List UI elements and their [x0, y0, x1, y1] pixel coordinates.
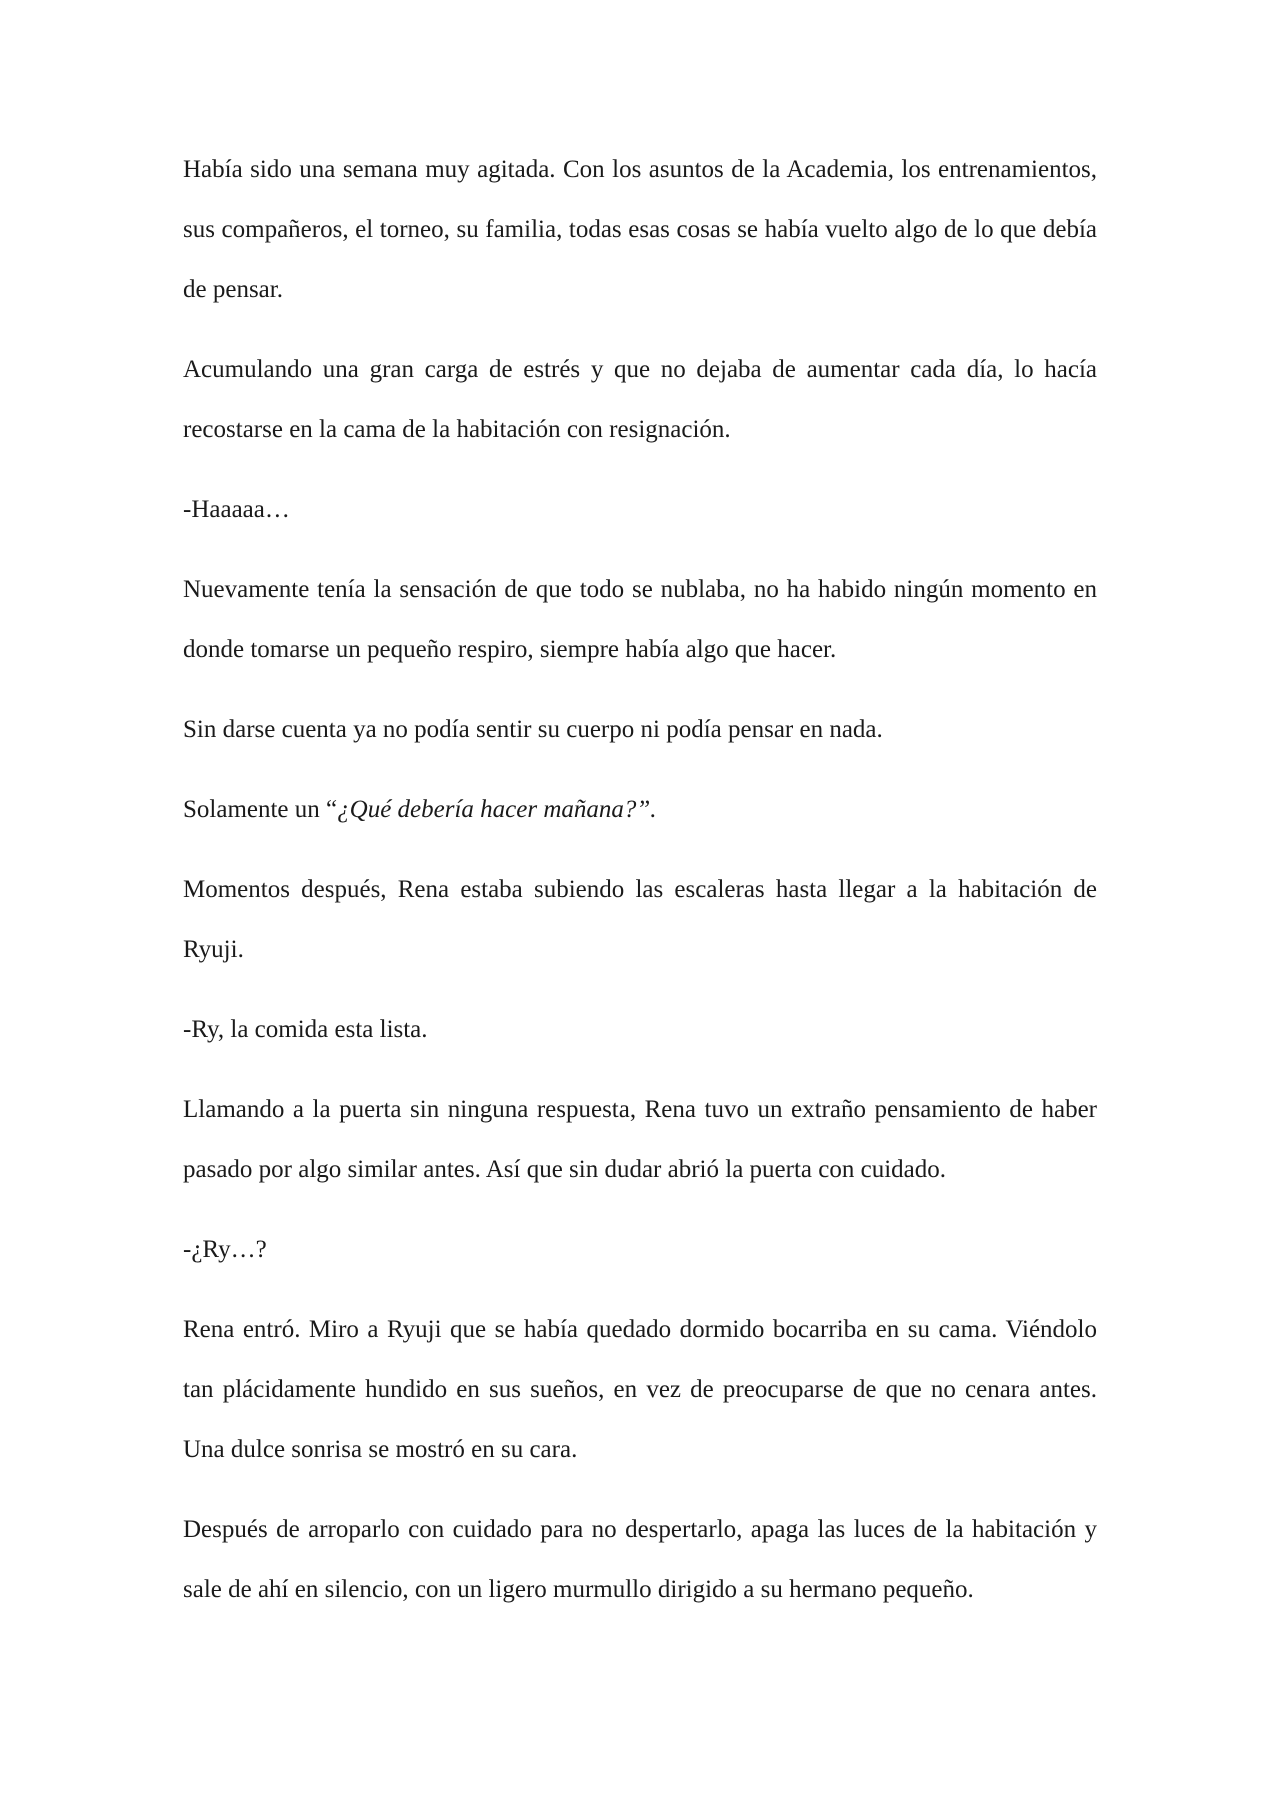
paragraph-11: Rena entró. Miro a Ryuji que se había quedado dormido bocarriba en su cama. Viéndolo tan plácidamente hundido en sus sueños, en vez de preocuparse de que no cenara antes. Una dulce sonrisa se mostró en su cara. [183, 1316, 1097, 1463]
paragraph-6-italic: ¿Qué debería hacer mañana?”. [337, 796, 657, 823]
body-text [183, 140, 1097, 1640]
paragraph-6-prefix: Solamente un “ [183, 796, 338, 823]
paragraph-2: Acumulando una gran carga de estrés y que no dejaba de aumentar cada día, lo hacía recostarse en la cama de la habitación con resignación. [183, 356, 1097, 443]
paragraph-8-dialogue: -Ry, la comida esta lista. [183, 1016, 428, 1043]
paragraph-3-dialogue: -Haaaaa… [183, 496, 290, 523]
paragraph-9: Llamando a la puerta sin ninguna respuesta, Rena tuvo un extraño pensamiento de haber pasado por algo similar antes. Así que sin dudar abrió la puerta con cuidado. [183, 1096, 1097, 1183]
paragraph-10-dialogue: -¿Ry…? [183, 1236, 267, 1263]
paragraph-12: Después de arroparlo con cuidado para no despertarlo, apaga las luces de la habitación y sale de ahí en silencio, con un ligero murmullo dirigido a su hermano pequeño. [183, 1516, 1097, 1603]
paragraph-6-thought [183, 780, 1097, 840]
paragraph-5: Sin darse cuenta ya no podía sentir su cuerpo ni podía pensar en nada. [183, 716, 883, 743]
paragraph-7: Momentos después, Rena estaba subiendo las escaleras hasta llegar a la habitación de Ryuji. [183, 876, 1097, 963]
paragraph-4: Nuevamente tenía la sensación de que todo se nublaba, no ha habido ningún momento en donde tomarse un pequeño respiro, siempre había algo que hacer. [183, 576, 1097, 663]
paragraph-1: Había sido una semana muy agitada. Con los asuntos de la Academia, los entrenamientos, sus compañeros, el torneo, su familia, todas esas cosas se había vuelto algo de lo que debía de pensar. [183, 156, 1097, 303]
